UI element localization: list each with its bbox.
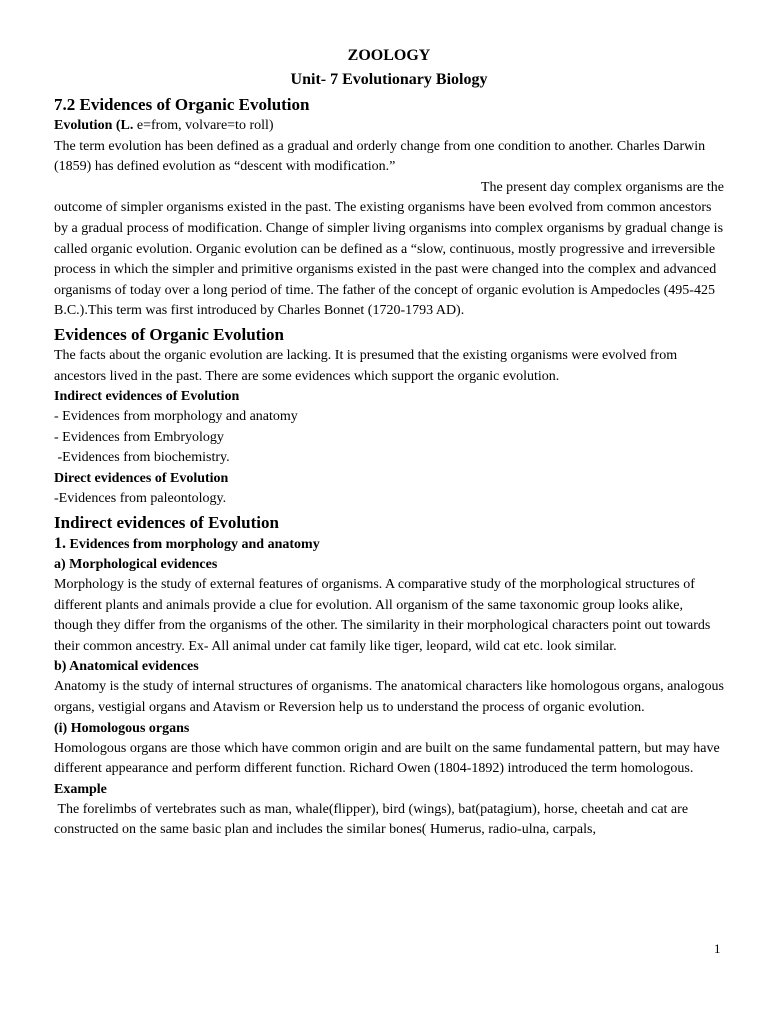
page-number: 1 (714, 941, 721, 956)
paragraph-morphology: Morphology is the study of external features of organisms. A comparative study of the morphological structures of different plants and animals provide a clue for evolution. All organism of the same taxonomic group looks alike, though they differ from the organisms of the other. The similarity in their morphological characters point out towards their common ancestry. Ex- All animal under cat family like tiger, leopard, wild cat etc. look similar. (54, 577, 711, 654)
paragraph-present-day: outcome of simpler organisms existed in the past. The existing organisms have been evolved from common ancestors by a gradual process of modification. Change of simpler living organisms into complex organisms by gradual change is called organic evolution. Organic evolution can be defined as a “slow, continuous, mostly progressive and irreversible process in which the simpler and primitive organisms existed in the past were changed into the complex and advanced organisms of today over a long period of time. The father of the concept of organic evolution is Ampedocles (495-425 B.C.).This term was first introduced by Charles Bonnet (1720-1793 AD). (54, 200, 724, 319)
section-heading: 7.2 Evidences of Organic Evolution (54, 95, 310, 114)
direct-evidences-heading: Direct evidences of Evolution (54, 470, 229, 486)
list-item: - Evidences from Embryology (54, 429, 224, 445)
doc-subtitle: Unit- 7 Evolutionary Biology (290, 71, 488, 88)
list-item: -Evidences from biochemistry. (54, 450, 230, 466)
number-label: 1. (54, 534, 66, 552)
indirect-evidences-heading: Indirect evidences of Evolution (54, 389, 240, 405)
evolution-definition-label (54, 116, 724, 137)
list-item: - Evidences from morphology and anatomy (54, 409, 298, 425)
evolution-label-bold: Evolution (L. (54, 118, 134, 133)
evolution-label-rest: e=from, volvare=to roll) (133, 118, 274, 133)
numbered-heading-morphology (54, 534, 724, 556)
paragraph-definition: The term evolution has been defined as a gradual and orderly change from one condition to another. Charles Darwin (1859) has defined evolution as “descent with modification.” (54, 138, 706, 175)
example-heading: Example (54, 781, 107, 797)
homologous-heading: (i) Homologous organs (54, 720, 190, 736)
paragraph-homologous: Homologous organs are those which have common origin and are built on the same fundamental pattern, but may have different appearance and perform different function. Richard Owen (1804-1892) introduced the term homologous. (54, 740, 720, 777)
paragraph-anatomy: Anatomy is the study of internal structures of organisms. The anatomical characters like homologous organs, analogous organs, vestigial organs and Atavism or Reversion help us to understand the process of organic evolution. (54, 679, 724, 716)
morphological-heading: a) Morphological evidences (54, 557, 218, 573)
paragraph-example: The forelimbs of vertebrates such as man, whale(flipper), bird (wings), bat(patagium), horse, cheetah and cat are constructed on the same basic plan and includes the similar bones( Humerus, radio-ulna, carpals, (54, 801, 692, 838)
document-page (54, 44, 724, 841)
numbered-heading-text: Evidences from morphology and anatomy (66, 536, 320, 552)
anatomical-heading: b) Anatomical evidences (54, 659, 199, 675)
heading-indirect-evidences: Indirect evidences of Evolution (54, 512, 279, 532)
paragraph-present-day-start: The present day complex organisms are the (480, 179, 724, 195)
heading-evidences: Evidences of Organic Evolution (54, 324, 284, 344)
list-item: -Evidences from paleontology. (54, 490, 227, 506)
paragraph-facts: The facts about the organic evolution are lacking. It is presumed that the existing organisms were evolved from ancestors lived in the past. There are some evidences which support the organic evolution. (54, 347, 678, 384)
doc-title: ZOOLOGY (347, 47, 431, 64)
